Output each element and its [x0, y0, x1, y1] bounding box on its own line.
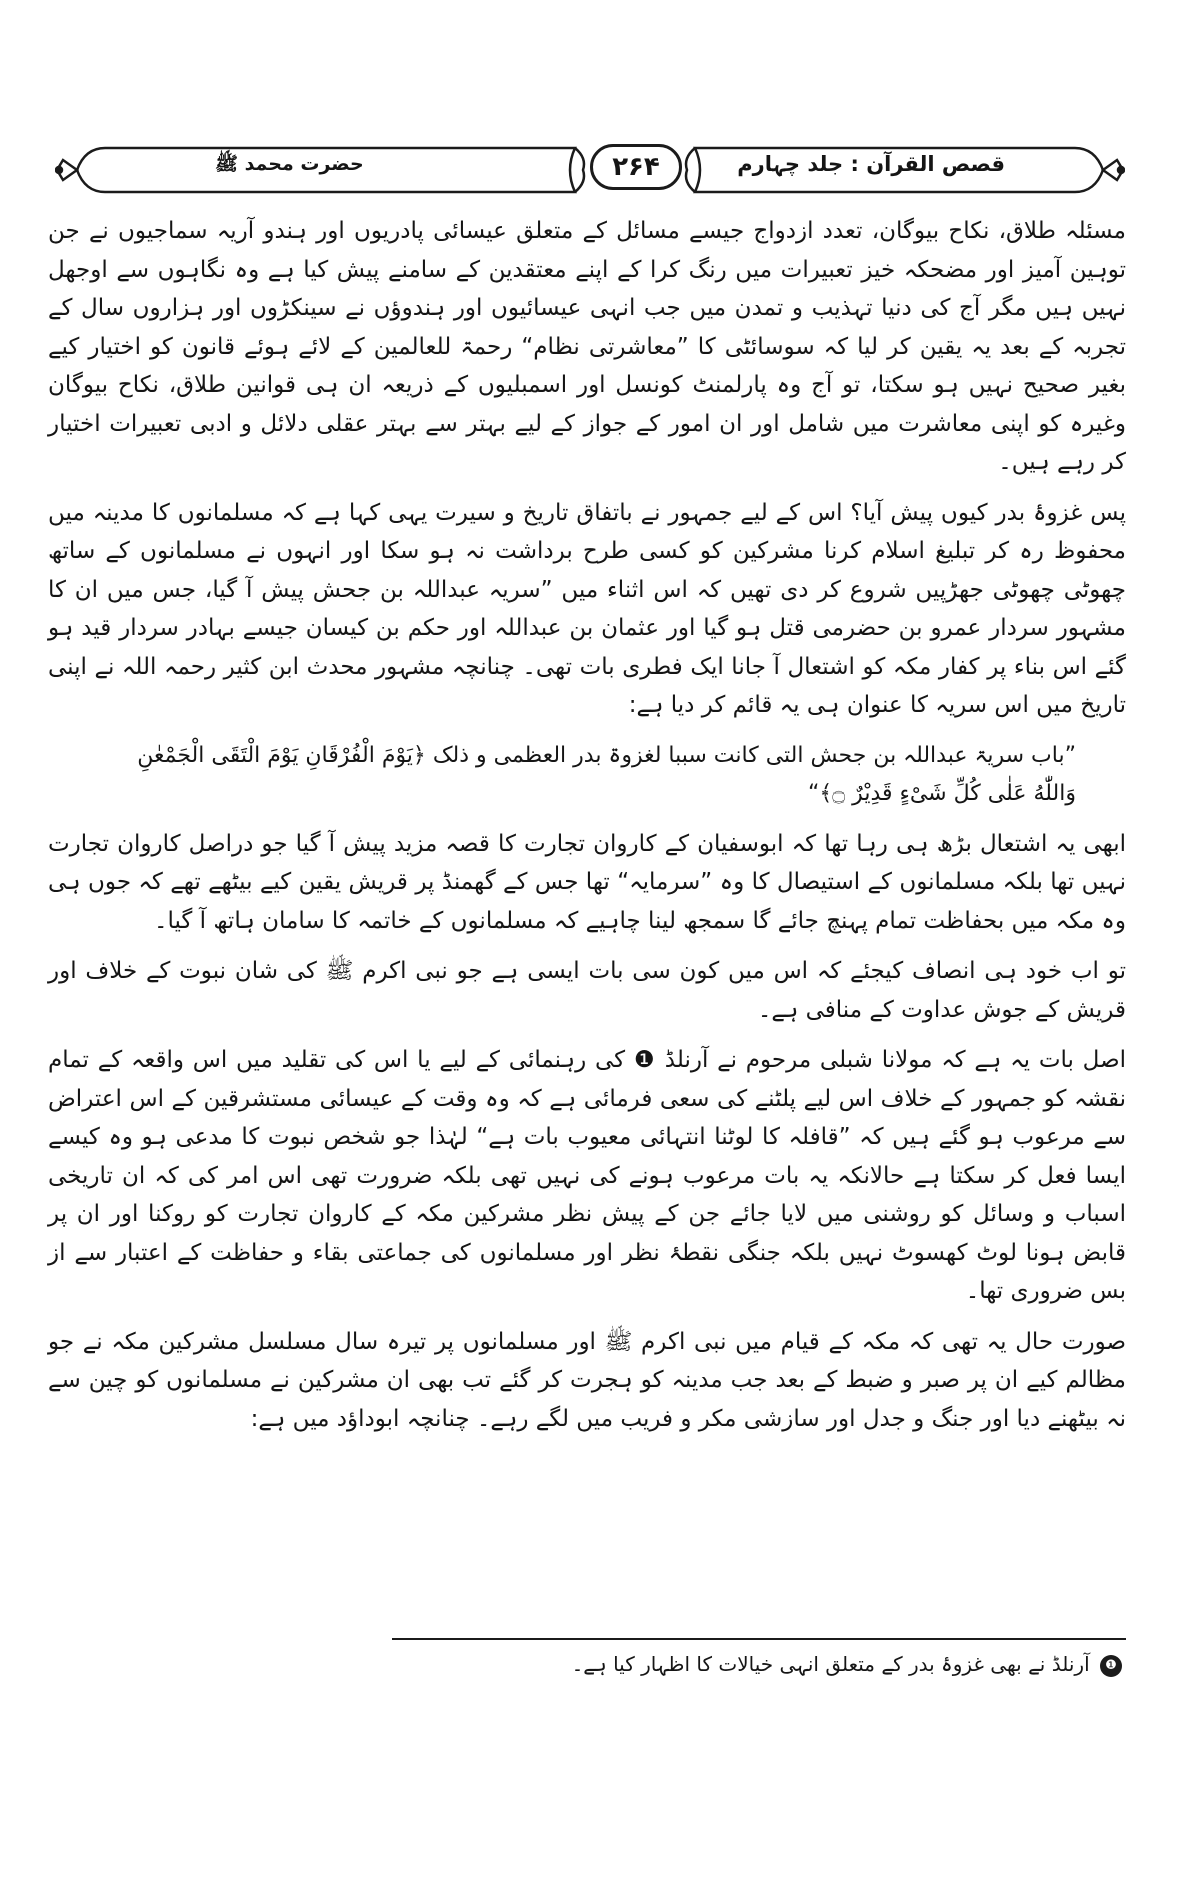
book-title: قصص القرآن : جلد چہارم [737, 152, 1005, 176]
paragraph: ابھی یہ اشتعال بڑھ ہی رہا تھا کہ ابوسفیان کے کاروان تجارت کا قصہ مزید پیش آ گیا جو دراصل کاروان تجارت نہیں تھا بلکہ مسلمانوں کے استیصال کا وہ ”سرمایہ“ تھا جس کے گھمنڈ پر قریش یقین کیے بیٹھے تھے کہ جوں ہی وہ مکہ میں بحفاظت تمام پہنچ جائے گا سمجھ لینا چاہیے کہ مسلمانوں کے خاتمہ کا سامان ہاتھ آ گیا۔ [48, 830, 1126, 934]
paragraph: تو اب خود ہی انصاف کیجئے کہ اس میں کون سی بات ایسی ہے جو نبی اکرم ﷺ کی شان نبوت کے خلاف اور قریش کے جوش عداوت کے منافی ہے۔ [48, 958, 1126, 1023]
footnote [572, 1652, 1126, 1677]
paragraph: صورت حال یہ تھی کہ مکہ کے قیام میں نبی اکرم ﷺ اور مسلمانوں پر تیرہ سال مسلسل مشرکین مکہ نے جو مظالم کیے ان پر صبر و ضبط کے بعد جب مدینہ کو ہجرت کر گئے تب بھی ان مشرکین نے مسلمانوں کو چین سے نہ بیٹھنے دیا اور جنگ و جدل اور سازشی مکر و فریب میں لگے رہے۔ چنانچہ ابوداؤد میں ہے: [48, 1328, 1126, 1432]
chapter-title: حضرت محمد ﷺ [215, 153, 364, 175]
quote-line: ”باب سریۃ عبداللہ بن جحش التی کانت سببا لغزوۃ بدر العظمی و ذلک ﴿یَوْمَ الْفُرْقَانِ یَوْمَ الْتَقَی الْجَمْعٰنِ [137, 742, 1076, 768]
footnote-text: آرنلڈ نے بھی غزوۂ بدر کے متعلق انہی خیالات کا اظہار کیا ہے۔ [571, 1652, 1090, 1676]
body-text [48, 212, 1126, 1450]
footnote-divider [392, 1638, 1126, 1640]
footnote-marker: ❶ [1100, 1655, 1122, 1677]
paragraph: مسئلہ طلاق، نکاح بیوگان، تعدد ازدواج جیسے مسائل کے متعلق عیسائی پادریوں اور ہندو آریہ سماجیوں نے جن توہین آمیز اور مضحکہ خیز تعبیرات میں رنگ کرا کے اپنے معتقدین کے سامنے پیش کیا ہے وہ نگاہوں سے اوجھل نہیں ہیں مگر آج کی دنیا تہذیب و تمدن میں جب انہی عیسائیوں اور ہندوؤں نے سینکڑوں اور ہزاروں سال کے تجربہ کے بعد یہ یقین کر لیا کہ سوسائٹی کا ”معاشرتی نظام“ رحمۃ للعالمین کے لائے ہوئے قانون کو اختیار کیے بغیر صحیح نہیں ہو سکتا، تو آج وہ پارلمنٹ کونسل اور اسمبلیوں کے ذریعہ ان ہی قوانین طلاق، نکاح بیوگان وغیرہ کو اپنی معاشرت میں شامل اور ان امور کے جواز کے لیے بہتر سے بہتر عقلی دلائل و ادبی تعبیرات اختیار کر رہے ہیں۔ [48, 218, 1126, 475]
paragraph: اصل بات یہ ہے کہ مولانا شبلی مرحوم نے آرنلڈ ❶ کی رہنمائی کے لیے یا اس کی تقلید میں اس واقعہ کے تمام نقشہ کو جمہور کے خلاف اس لیے پلٹنے کی سعی فرمائی ہے کہ وہ وقت کے عیسائی مستشرقین کے اس اعتراض سے مرعوب ہو گئے ہیں کہ ”قافلہ کا لوٹنا انتہائی معیوب بات ہے“ لہٰذا جو شخص نبوت کا مدعی ہو وہ کیسے ایسا فعل کر سکتا ہے حالانکہ یہ بات مرعوب ہونے کی نہیں تھی بلکہ ضرورت تھی اس امر کی کہ ان تاریخی اسباب و وسائل کو روشنی میں لایا جائے جن کے پیش نظر مشرکین مکہ کے کاروان تجارت کو روکنا اور ان پر قابض ہونا لوٹ کھسوٹ نہیں بلکہ جنگی نقطۂ نظر اور مسلمانوں کی جماعتی بقاء و حفاظت کے اعتبار سے از بس ضروری تھا۔ [48, 1047, 1126, 1304]
quote-line: وَاللّٰهُ عَلٰی کُلِّ شَیْءٍ قَدِیْرٌ ۝﴾“ [808, 780, 1076, 806]
page-number: ۲۶۴ [590, 144, 682, 190]
paragraph: پس غزوۂ بدر کیوں پیش آیا؟ اس کے لیے جمہور نے باتفاق تاریخ و سیرت یہی کہا ہے کہ مسلمانوں کا مدینہ میں محفوظ رہ کر تبلیغ اسلام کرنا مشرکین کو کسی طرح برداشت نہ ہو سکا اور انہوں نے مسلمانوں کے ساتھ چھوٹی چھوٹی جھڑپیں شروع کر دی تھیں کہ اس اثناء میں ”سریہ عبداللہ بن جحش پیش آ گیا، جس میں ان کا مشہور سردار عمرو بن حضرمی قتل ہو گیا اور عثمان بن عبداللہ اور حکم بن کیسان جیسے بہادر سردار قید ہو گئے اس بناء پر کفار مکہ کو اشتعال آ جانا ایک فطری بات تھی۔ چنانچہ مشہور محدث ابن کثیر رحمہ اللہ نے اپنی تاریخ میں اس سریہ کا عنوان ہی یہ قائم کر دیا ہے: [48, 499, 1126, 718]
running-header [55, 138, 1125, 202]
arabic-quote [48, 737, 1126, 813]
